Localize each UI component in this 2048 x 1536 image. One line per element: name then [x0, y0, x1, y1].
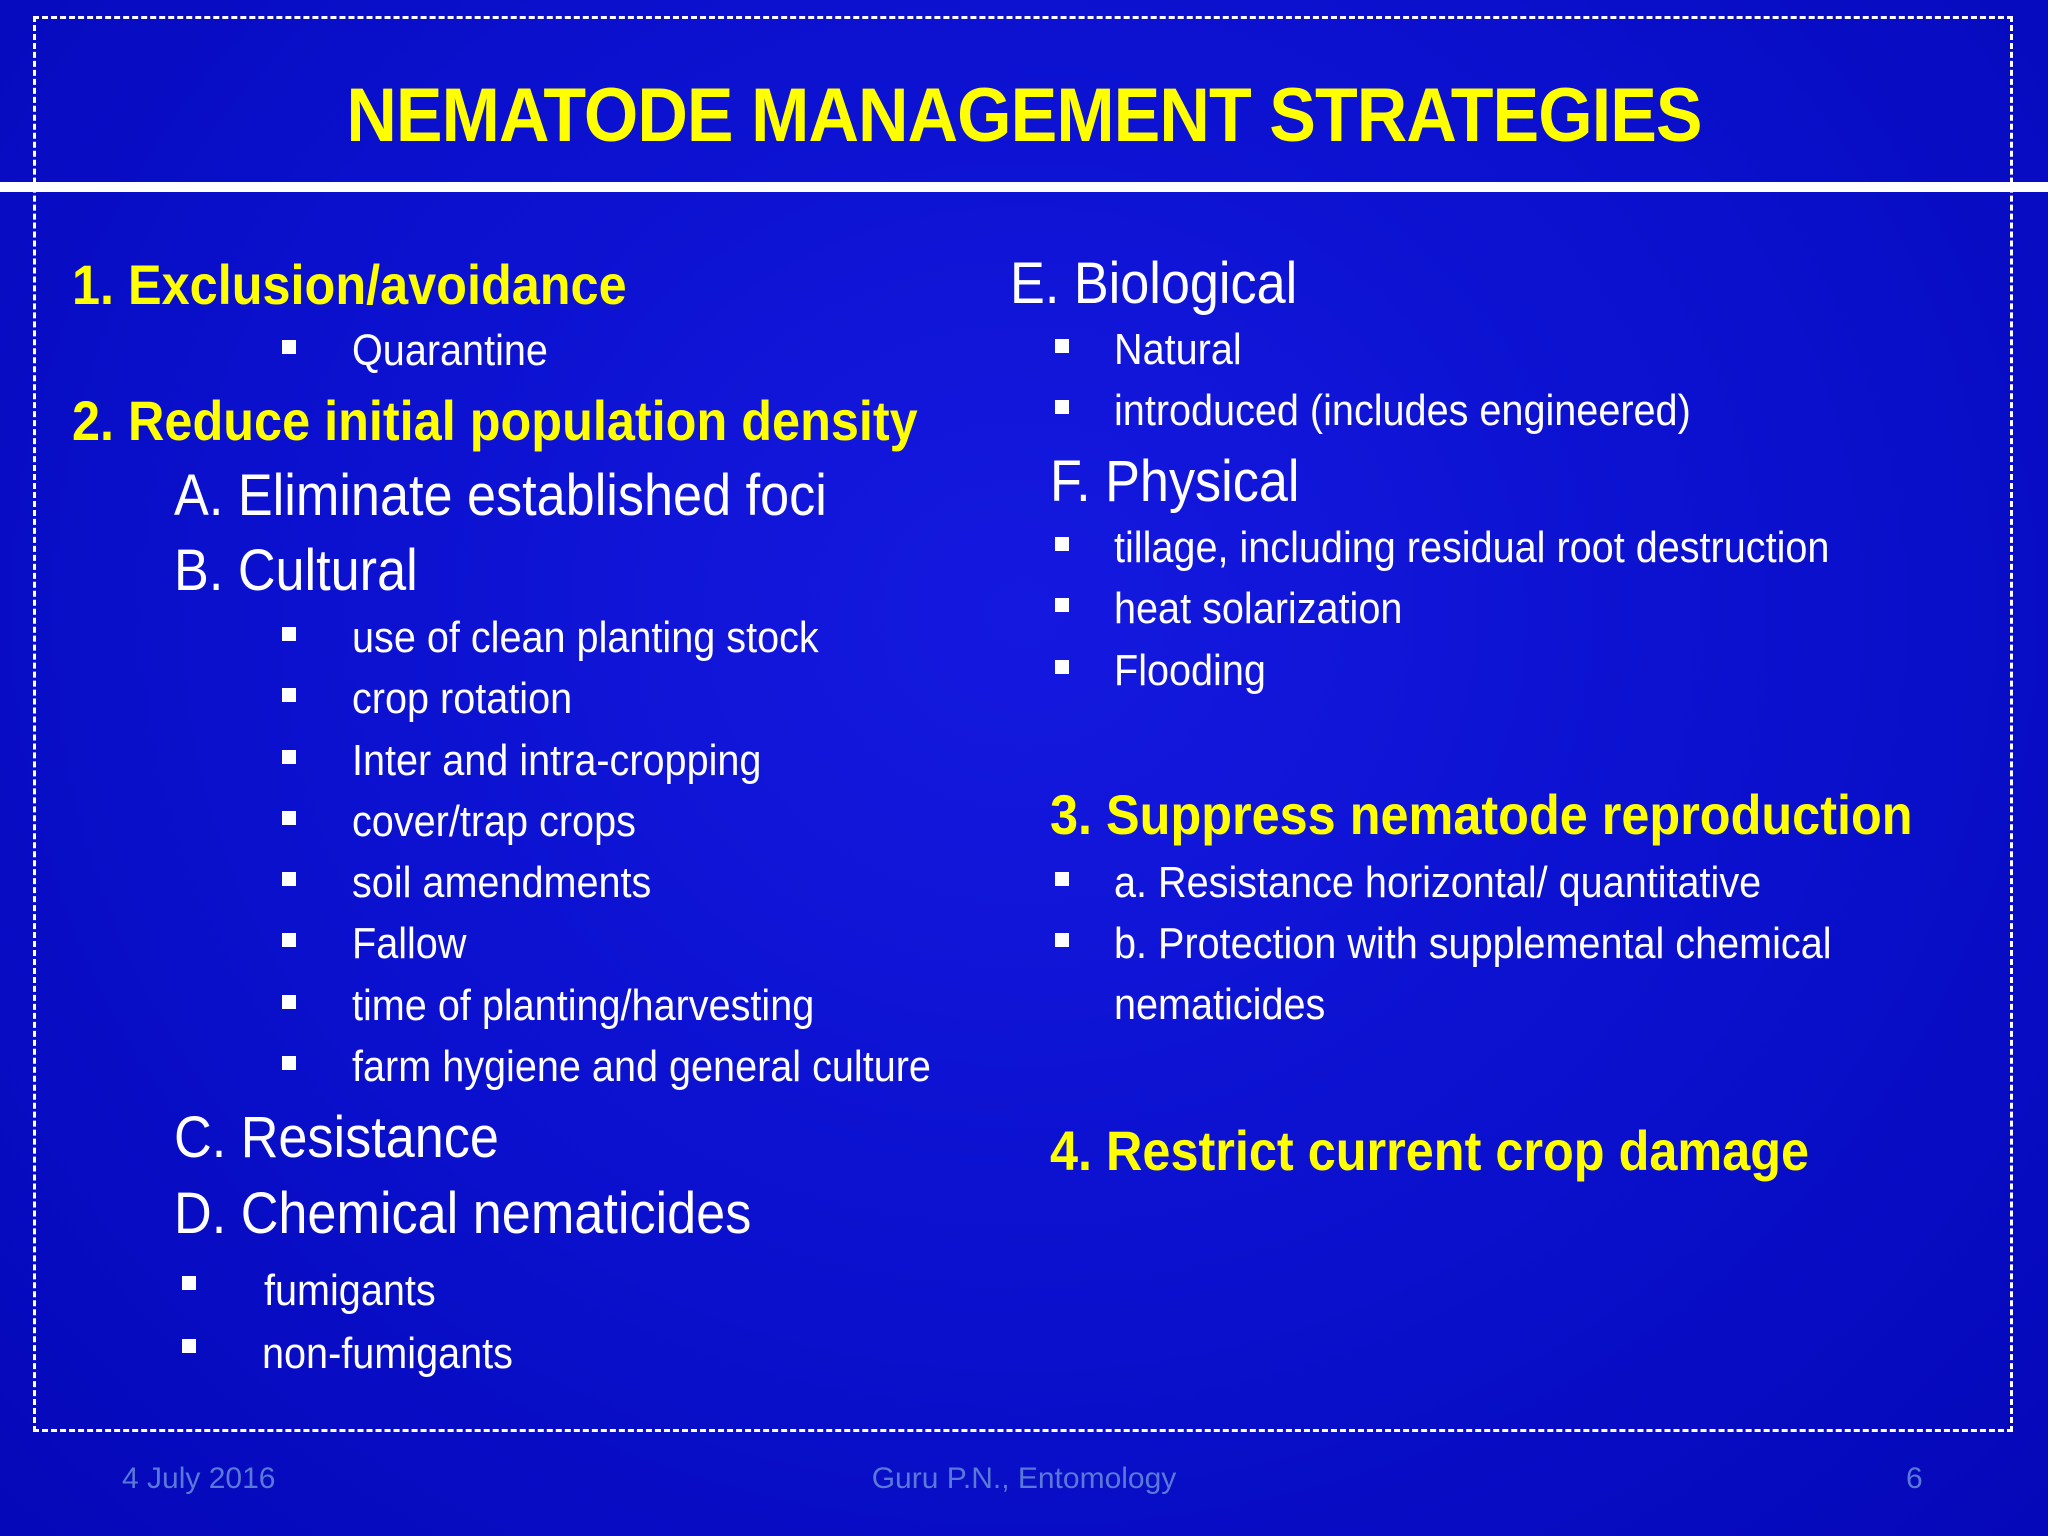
- section-3-heading: 3. Suppress nematode reproduction: [1050, 783, 1913, 846]
- list-item: Fallow: [352, 919, 467, 968]
- subheading-d: D. Chemical nematicides: [174, 1181, 752, 1246]
- section-2-heading: 2. Reduce initial population density: [72, 389, 918, 452]
- bullet-icon: [282, 688, 296, 702]
- bullet-icon: [1055, 339, 1069, 353]
- subheading-b: B. Cultural: [174, 538, 418, 603]
- section-4-heading: 4. Restrict current crop damage: [1050, 1119, 1810, 1182]
- list-item: crop rotation: [352, 674, 573, 723]
- list-item: non-fumigants: [262, 1329, 513, 1378]
- list-item-continuation: nematicides: [1114, 980, 1326, 1029]
- list-item: tillage, including residual root destruction: [1114, 523, 1830, 572]
- bullet-icon: [282, 750, 296, 764]
- footer-author: Guru P.N., Entomology: [871, 1462, 1177, 1495]
- bullet-icon: [1055, 537, 1069, 551]
- bullet-icon: [282, 872, 296, 886]
- list-item: introduced (includes engineered): [1114, 386, 1691, 435]
- page-number: 6: [1906, 1462, 1923, 1495]
- list-item: fumigants: [264, 1266, 436, 1315]
- list-item: cover/trap crops: [352, 797, 636, 846]
- list-item: a. Resistance horizontal/ quantitative: [1114, 858, 1762, 907]
- bullet-icon: [282, 340, 296, 354]
- subheading-c: C. Resistance: [174, 1105, 499, 1170]
- subheading-f: F. Physical: [1050, 449, 1300, 514]
- list-item: time of planting/harvesting: [352, 981, 815, 1030]
- bullet-icon: [182, 1339, 196, 1353]
- subheading-e: E. Biological: [1010, 251, 1298, 316]
- list-item: farm hygiene and general culture: [352, 1042, 931, 1091]
- list-item: Flooding: [1114, 646, 1266, 695]
- bullet-icon: [1055, 933, 1069, 947]
- list-item: Natural: [1114, 325, 1242, 374]
- list-item: Inter and intra-cropping: [352, 736, 762, 785]
- section-1-heading: 1. Exclusion/avoidance: [72, 253, 627, 316]
- bullet-icon: [282, 1056, 296, 1070]
- title-divider: [0, 182, 2048, 192]
- bullet-icon: [282, 933, 296, 947]
- list-item: Quarantine: [352, 326, 548, 375]
- bullet-icon: [282, 811, 296, 825]
- bullet-icon: [182, 1276, 196, 1290]
- slide-title: NEMATODE MANAGEMENT STRATEGIES: [346, 73, 1702, 158]
- list-item: soil amendments: [352, 858, 652, 907]
- list-item: heat solarization: [1114, 584, 1403, 633]
- bullet-icon: [1055, 660, 1069, 674]
- bullet-icon: [1055, 872, 1069, 886]
- bullet-icon: [1055, 598, 1069, 612]
- bullet-icon: [282, 995, 296, 1009]
- bullet-icon: [1055, 400, 1069, 414]
- list-item: use of clean planting stock: [352, 613, 819, 662]
- footer-date: 4 July 2016: [122, 1462, 276, 1495]
- subheading-a: A. Eliminate established foci: [174, 463, 827, 528]
- bullet-icon: [282, 627, 296, 641]
- list-item: b. Protection with supplemental chemical: [1114, 919, 1832, 968]
